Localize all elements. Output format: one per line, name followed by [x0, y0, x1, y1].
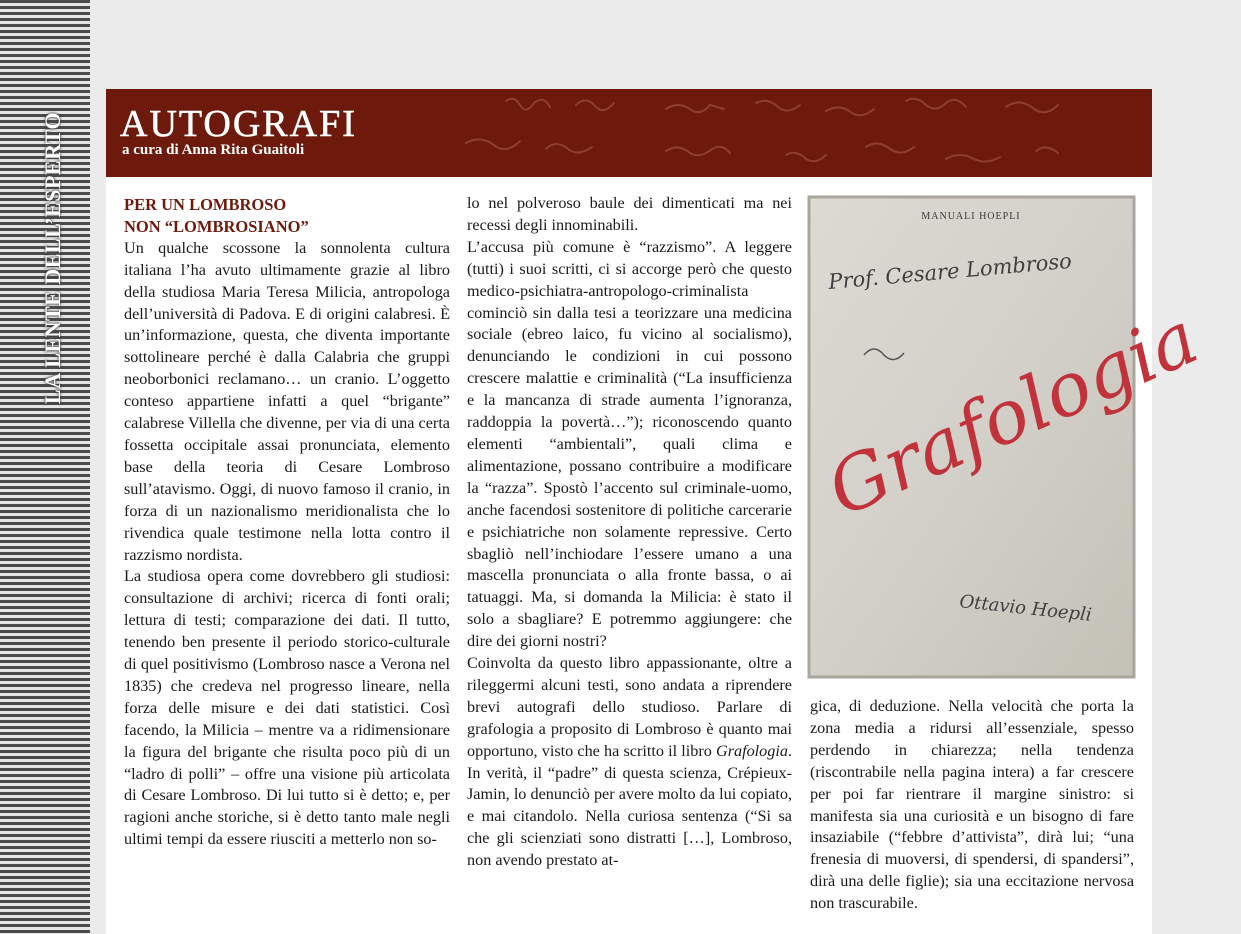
paragraph-text: Coinvolta da questo libro appassionante, oltre a rileggermi alcuni testi, sono andata a riprendere brevi autografi dello studioso. Parlare di grafologia a proposito di Lombroso è quanto mai opportuno, visto che ha scritto il libro — [467, 654, 792, 760]
magazine-page — [106, 89, 1211, 934]
text-column-2 — [467, 193, 792, 872]
banner-title: AUTOGRAFI — [120, 103, 357, 145]
paragraph — [467, 653, 792, 872]
paragraph: L’accusa più comune è “razzismo”. A leggere (tutti) i suoi scritti, ci si accorge però che questo medico-psichiatra-antropologo-criminalista cominciò sin dalla tesi a teorizzare una medicina sociale (ebreo laico, fu vicino al socialismo), denunciando le condizioni in cui possono crescere malattie e criminalità (“La insufficienza e la mancanza di strade aumenta l’ignoranza, raddoppia la povertà…”); riconoscendo quanto elementi “ambientali”, quali clima e alimentazione, possano contribuire a modificare la “razza”. Spostò l’accento sul criminale-uomo, anche facendosi sostenitore di politiche carcerarie e psichiatriche non solamente repressive. Certo sbagliò nell’inchiodare l’essere umano a una mascella pronunciata o alla fronte bassa, o ai tatuaggi. Ma, si domanda la Milicia: è stato il solo a sbagliare? E potremmo aggiungere: che dire dei giorni nostri? — [467, 237, 792, 651]
paragraph: La studiosa opera come dovrebbero gli studiosi: consultazione di archivi; ricerca di fonti orali; lettura di testi; comparazione dei dati. Il tutto, tenendo ben presente il periodo storico-culturale di quel positivismo (Lombroso nasce a Verona nel 1835) che credeva nel progresso lineare, nella forza delle misure e dei dati statistici. Così facendo, la Milicia – mentre va a ridimensionare la figura del brigante che risulta poco più di un “ladro di polli” – offre una visione più articolata di Cesare Lombroso. Di lui tutto si è detto; e, per ragioni anche storiche, si è detto tanto male negli ultimi tempi da essere riusciti a metterlo non so- — [124, 567, 450, 849]
article-heading — [124, 194, 450, 238]
book-title-italic: Grafologia — [716, 741, 788, 760]
cover-signature: Ottavio Hoepli — [958, 591, 1093, 626]
book-cover-illustration — [809, 197, 1211, 677]
book-cover-photo — [809, 197, 1211, 677]
cover-dedication: Prof. Cesare Lombroso — [827, 248, 1073, 294]
text-column-1 — [124, 194, 450, 851]
paragraph-text: . In verità, il “padre” di questa scienza, Crépieux-Jamin, lo denunciò per avere molto da lui copiato, e mai citandolo. Nella curiosa sentenza (“Si sa che gli scienziati sono distratti […], Lombroso, non avendo prestato at- — [467, 741, 792, 870]
banner-subtitle: a cura di Anna Rita Guaitoli — [122, 142, 305, 158]
paragraph: gica, di deduzione. Nella velocità che porta la zona media a ridursi all’essenziale, spesso perdendo in chiarezza; nella tendenza (riscontrabile nella pagina intera) a far crescere per poi far rientrare il margine sinistro: si manifesta sia una curiosità e un bisogno di fare insaziabile (“febbre d’attivista”, dirà lui; “una frenesia di muoversi, di spendersi, di spandersi”, dirà una delle figlie); sia una eccitazione nervosa non trascurabile. — [810, 697, 1134, 913]
text-column-3 — [810, 696, 1134, 915]
banner — [106, 89, 1152, 177]
paragraph: lo nel polveroso baule dei dimenticati ma nei recessi degli innominabili. — [467, 194, 792, 234]
section-label: LA LENTE DELL’ESPERTO — [40, 111, 65, 405]
cover-publisher: MANUALI HOEPLI — [921, 211, 1021, 222]
article-heading-line-2: NON “LOMBROSIANO” — [124, 216, 309, 236]
cover-handwritten-word: Grafologia — [815, 294, 1211, 534]
article-heading-line-1: PER UN LOMBROSO — [124, 195, 287, 214]
paragraph: Un qualche scossone la sonnolenta cultura italiana l’ha avuto ultimamente grazie al libro della studiosa Maria Teresa Milicia, antropologa dell’università di Padova. E di origini calabresi. È un’informazione, questa, che diventa importante sottolineare perché è dalla Calabria che gruppi neoborbonici reclamano… un cranio. L’oggetto conteso appartiene infatti a quel “brigante” calabrese Villella che divenne, per via di una certa fossetta occipitale assai pronunciata, elemento base della teoria di Cesare Lombroso sull’atavismo. Oggi, di nuovo famoso il cranio, in forza di un nazionalismo meridionalista che lo rivendica quale testimone nella lotta contro il razzismo nordista. — [124, 238, 450, 564]
